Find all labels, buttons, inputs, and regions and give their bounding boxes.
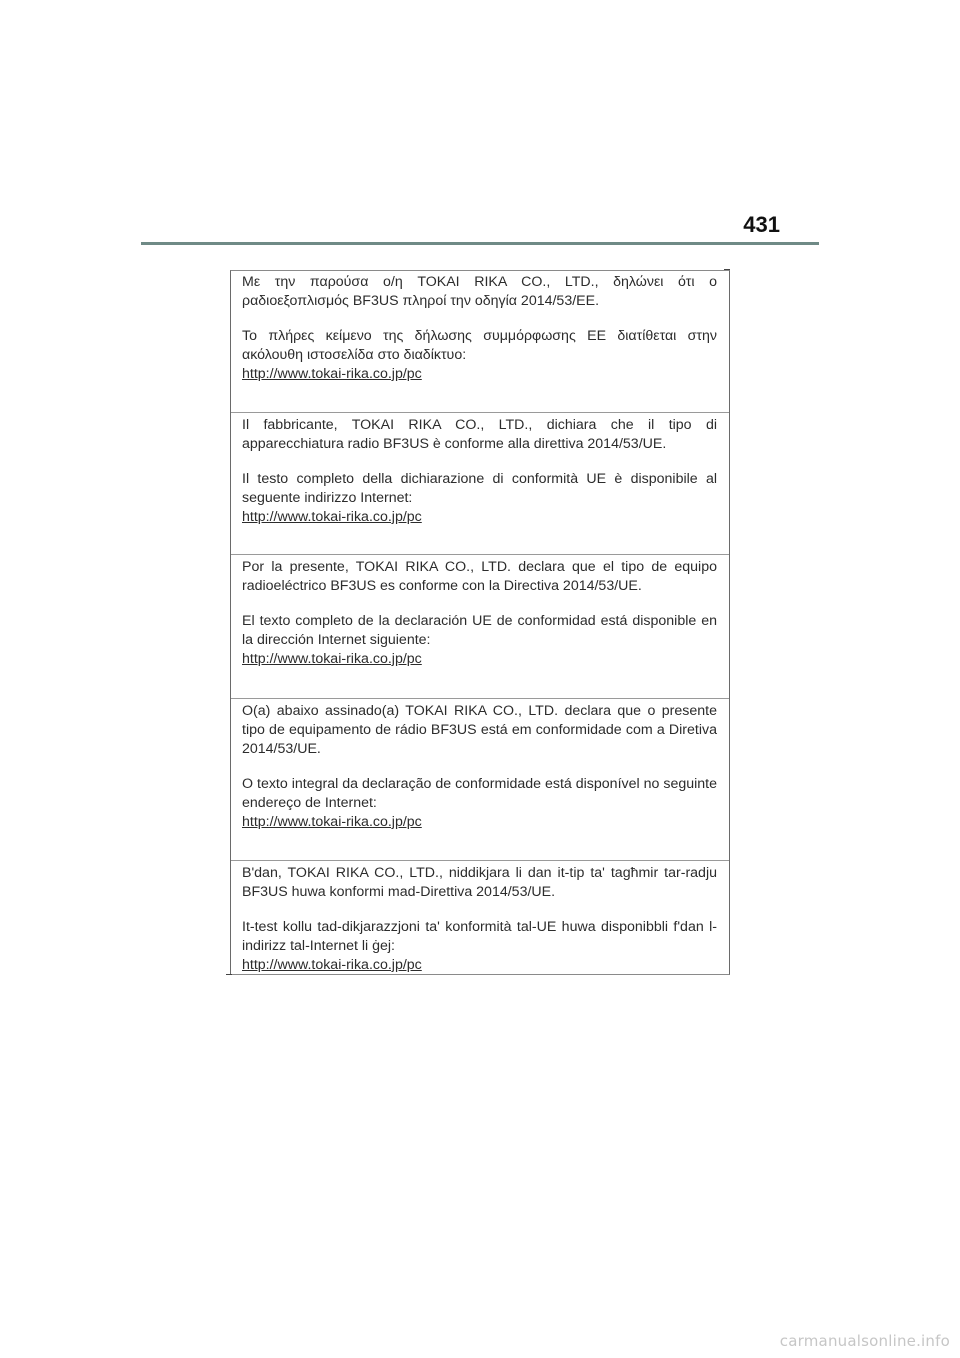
declaration-link[interactable]: http://www.tokai-rika.co.jp/pc xyxy=(242,366,422,382)
watermark: carmanualsonline.info xyxy=(779,1332,950,1350)
section-divider xyxy=(231,698,729,699)
section-divider xyxy=(231,860,729,861)
declaration-section-el xyxy=(231,273,729,384)
section-divider xyxy=(231,412,729,413)
declaration-statement: Il fabbricante, TOKAI RIKA CO., LTD., dichiara che il tipo di apparecchiatura radio BF3US è conforme alla direttiva 2014/53/UE. xyxy=(242,417,717,452)
declaration-section-es xyxy=(231,558,729,669)
page-number: 431 xyxy=(743,212,780,237)
header-rule xyxy=(141,242,819,245)
declaration-availability: It-test kollu tad-dikjarazzjoni ta' konformità tal-UE huwa disponibbli f'dan l-indirizz tal-Internet li ġej: xyxy=(242,919,717,954)
declaration-availability: O texto integral da declaração de conformidade está disponível no seguinte endereço de Internet: xyxy=(242,776,717,811)
declaration-availability: Το πλήρες κείμενο της δήλωσης συμμόρφωσης ΕΕ διατίθεται στην ακόλουθη ιστοσελίδα στο διαδίκτυο: xyxy=(242,328,717,363)
declaration-availability: Il testo completo della dichiarazione di conformità UE è disponibile al seguente indirizzo Internet: xyxy=(242,471,717,506)
declaration-statement: Por la presente, TOKAI RIKA CO., LTD. declara que el tipo de equipo radioeléctrico BF3US es conforme con la Directiva 2014/53/UE. xyxy=(242,559,717,594)
declaration-section-pt xyxy=(231,702,729,832)
declaration-statement: B'dan, TOKAI RIKA CO., LTD., niddikjara li dan it-tip ta' tagħmir tar-radju BF3US huwa konformi mad-Direttiva 2014/53/UE. xyxy=(242,865,717,900)
declaration-link[interactable]: http://www.tokai-rika.co.jp/pc xyxy=(242,814,422,830)
corner-tick xyxy=(724,269,730,270)
declaration-section-mt xyxy=(231,864,729,975)
declaration-link[interactable]: http://www.tokai-rika.co.jp/pc xyxy=(242,509,422,525)
declaration-statement: O(a) abaixo assinado(a) TOKAI RIKA CO., LTD. declara que o presente tipo de equipamento de rádio BF3US está em conformidade com a Diretiva 2014/53/UE. xyxy=(242,703,717,757)
declaration-statement: Με την παρούσα ο/η TOKAI RIKA CO., LTD., δηλώνει ότι ο ραδιοεξοπλισμός BF3US πληροί την οδηγία 2014/53/ΕΕ. xyxy=(242,274,717,309)
declaration-link[interactable]: http://www.tokai-rika.co.jp/pc xyxy=(242,957,422,973)
declaration-link[interactable]: http://www.tokai-rika.co.jp/pc xyxy=(242,651,422,667)
declaration-box xyxy=(230,270,730,975)
corner-tick xyxy=(226,974,232,975)
section-divider xyxy=(231,554,729,555)
declaration-section-it xyxy=(231,416,729,527)
declaration-availability: El texto completo de la declaración UE de conformidad está disponible en la dirección Internet siguiente: xyxy=(242,613,717,648)
